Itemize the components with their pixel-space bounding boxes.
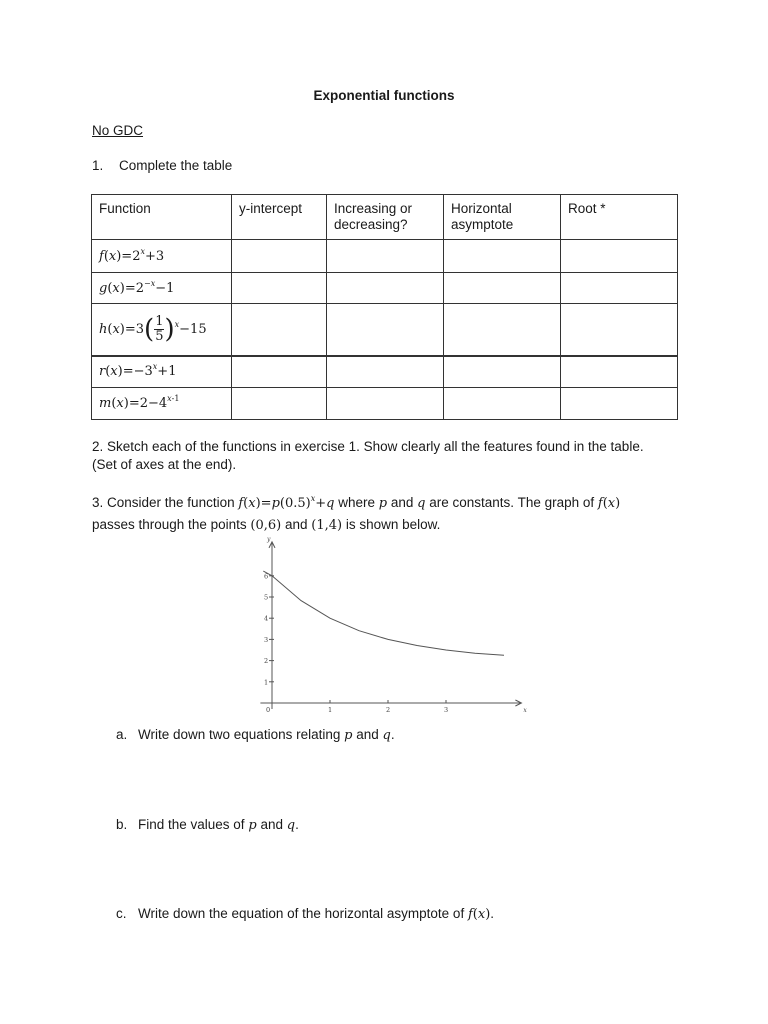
q3a-p: p: [344, 728, 353, 743]
q3-fx: f(x): [597, 496, 621, 511]
question-1: [92, 158, 232, 173]
question-3b: b. Find the values of p and q.: [116, 817, 299, 833]
q3-constants: are constants. The graph of: [429, 495, 595, 510]
no-gdc-label: No GDC: [92, 123, 144, 138]
q3a-text: Write down two equations relating: [138, 727, 341, 742]
y-tick-label: 6: [264, 572, 269, 581]
question-3c: c. Write down the equation of the horizontal asymptote of f(x).: [116, 906, 495, 922]
header-asymptote: Horizontal asymptote: [444, 195, 561, 240]
x-tick-label: 2: [386, 706, 391, 714]
formula-m: $m(x)=2-4^{x-1}$: [99, 394, 180, 411]
cell-asymptote[interactable]: [444, 240, 561, 273]
q3-p: p: [378, 496, 388, 511]
header-root: Root *: [561, 195, 678, 240]
question-1-number: 1.: [92, 158, 104, 173]
graph-ticks: [264, 572, 448, 714]
q3c-label: c.: [116, 906, 127, 921]
cell-y-intercept[interactable]: [232, 388, 327, 420]
y-tick-label: 3: [264, 635, 269, 644]
q3a-q: q: [382, 728, 391, 743]
exponential-graph: [240, 535, 540, 720]
q3b-and: and: [260, 817, 283, 832]
q3-and-2: and: [284, 517, 308, 532]
y-tick-label: 1: [264, 678, 269, 687]
formula-r: $r(x)=-3^x+1$: [99, 362, 177, 380]
header-y-intercept: y-intercept: [232, 195, 327, 240]
function-table: [91, 194, 678, 420]
table-row-function: [92, 356, 232, 388]
formula-h: h(x)=3( $\frac{1}{5}$ )$^x$−15: [99, 313, 207, 345]
cell-asymptote[interactable]: [444, 388, 561, 420]
q3-intro: 3. Consider the function: [92, 495, 235, 510]
page-title: Exponential functions: [313, 88, 455, 103]
cell-y-intercept[interactable]: [232, 304, 327, 356]
formula-f: $f(x)=2^x+3$: [99, 246, 165, 264]
q3c-text: Write down the equation of the horizontal asymptote of: [138, 906, 465, 921]
x-axis-label: x: [523, 707, 527, 714]
q3a-and: and: [356, 727, 379, 742]
y-axis-label: y: [267, 535, 271, 543]
x-tick-label: 3: [444, 706, 449, 714]
cell-y-intercept[interactable]: [232, 240, 327, 273]
q3-where: where: [338, 495, 376, 510]
table-row-function: [92, 240, 232, 273]
q3-point-1: (0,6): [250, 518, 282, 533]
y-tick-label: 5: [264, 593, 269, 602]
q3c-fx: f(x): [467, 907, 491, 922]
header-function: Function: [92, 195, 232, 240]
cell-root[interactable]: [561, 304, 678, 356]
cell-root[interactable]: [561, 240, 678, 273]
q3-shown-below: is shown below.: [345, 517, 441, 532]
y-tick-label: 4: [264, 614, 269, 623]
q3-and: and: [390, 495, 414, 510]
x-tick-label: 0: [266, 706, 271, 714]
table-row-function: [92, 304, 232, 356]
question-3a: a. Write down two equations relating p and q.: [116, 727, 395, 743]
x-tick-label: 1: [328, 706, 333, 714]
q3-function: $f(x)=p(0.5)^x+q$: [238, 494, 335, 511]
cell-y-intercept[interactable]: [232, 273, 327, 304]
question-2: 2. Sketch each of the functions in exercise 1. Show clearly all the features found in the table. (Set of axes at the end).: [92, 439, 644, 472]
cell-increasing[interactable]: [327, 388, 444, 420]
cell-increasing[interactable]: [327, 240, 444, 273]
table-row-function: [92, 388, 232, 420]
cell-increasing[interactable]: [327, 356, 444, 388]
cell-asymptote[interactable]: [444, 273, 561, 304]
cell-increasing[interactable]: [327, 304, 444, 356]
header-increasing: Increasing or decreasing?: [327, 195, 444, 240]
cell-root[interactable]: [561, 356, 678, 388]
q3-q: q: [417, 496, 426, 511]
table-row-function: [92, 273, 232, 304]
y-tick-label: 2: [264, 657, 269, 666]
cell-increasing[interactable]: [327, 273, 444, 304]
cell-asymptote[interactable]: [444, 356, 561, 388]
graph-curve: [263, 571, 504, 655]
cell-root[interactable]: [561, 388, 678, 420]
cell-y-intercept[interactable]: [232, 356, 327, 388]
cell-root[interactable]: [561, 273, 678, 304]
q3b-q: q: [286, 818, 296, 833]
cell-asymptote[interactable]: [444, 304, 561, 356]
q3a-label: a.: [116, 727, 128, 742]
q3b-label: b.: [116, 817, 128, 832]
graph-axes: [260, 536, 527, 714]
q3b-p: p: [248, 818, 257, 833]
q3-point-2: (1,4): [311, 518, 343, 533]
question-1-text: Complete the table: [119, 158, 233, 173]
formula-g: $g(x)=2^{-x}-1$: [99, 278, 175, 296]
q3b-text: Find the values of: [138, 817, 245, 832]
question-3: [92, 492, 682, 536]
q3-passes: passes through the points: [92, 517, 247, 532]
